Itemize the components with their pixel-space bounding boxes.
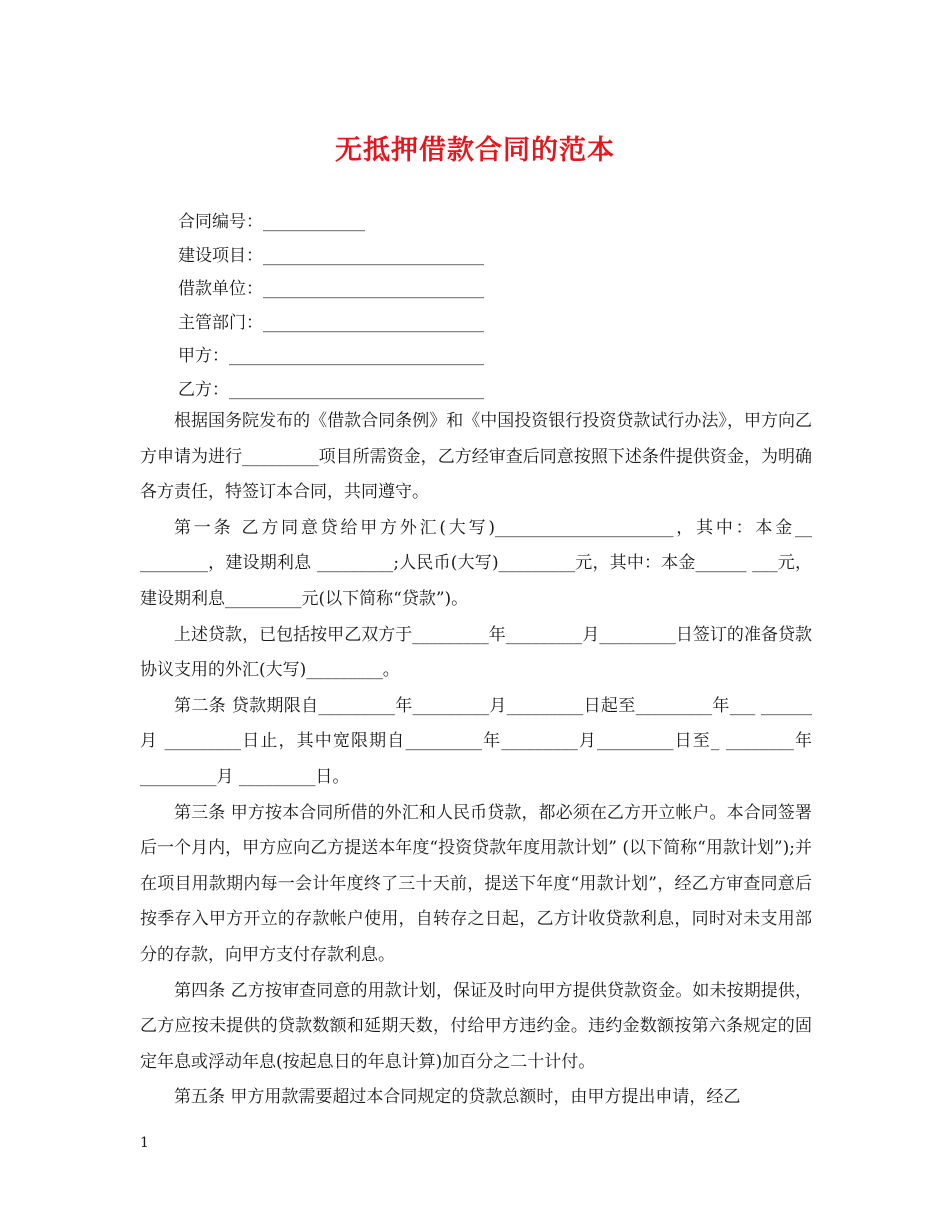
intro-paragraph: 根据国务院发布的《借款合同条例》和《中国投资银行投资贷款试行办法》，甲方向乙方申请为进行_________项目所需资金，乙方经审查后同意按照下述条件提供资金，为明确各方责任，特签订本合同，共同遵守。 xyxy=(140,411,812,503)
article-3-paragraph: 第三条 甲方按本合同所借的外汇和人民币贷款，都必须在乙方开立帐户。本合同签署后一个月内，甲方应向乙方提送本年度“投资贷款年度用款计划” (以下简称“用款计划”);并在项目用款期内每一会计年度终了三十天前，提送下年度“用款计划”，经乙方审查同意后按季存入甲方开立的存款帐户使用，自转存之日起，乙方计收贷款利息，同时对未支用部分的存款，向甲方支付存款利息。 xyxy=(140,802,812,965)
article-1-paragraph: 第一条 乙方同意贷给甲方外汇(大写)_____________________，其中：本金__ ________，建设期利息 _________;人民币(大写)_________元，其中：本金______ ___元，建设期利息_________元(以下简称“贷款”)。 xyxy=(140,517,812,609)
page-number: 1 xyxy=(140,1135,149,1151)
party-a-field: 甲方：______________________________ xyxy=(178,346,484,366)
party-b-field: 乙方：______________________________ xyxy=(178,379,484,400)
article-5-paragraph: 第五条 甲方用款需要超过本合同规定的贷款总额时，由甲方提出申请，经乙 xyxy=(174,1087,741,1108)
document-title: 无抵押借款合同的范本 xyxy=(335,135,615,166)
loan-note-paragraph: 上述贷款，已包括按甲乙双方于_________年_________月_________日签订的准备贷款协议支用的外汇(大写)_________。 xyxy=(140,624,812,681)
article-2-paragraph: 第二条 贷款期限自_________年_________月_________日起至_________年___ ______月 _________日止，其中宽限期自_________年_________月_________日至_ ________年_________月 _________日。 xyxy=(140,695,812,787)
contract-body xyxy=(140,404,812,1116)
article-4-paragraph: 第四条 乙方按审查同意的用款计划，保证及时向甲方提供贷款资金。如未按期提供，乙方应按未提供的贷款数额和延期天数，付给甲方违约金。违约金数额按第六条规定的固定年息或浮动年息(按起息日的年息计算)加百分之二十计付。 xyxy=(140,980,812,1072)
contract-header-fields xyxy=(178,206,778,407)
borrower-field: 借款单位：__________________________ xyxy=(178,279,484,299)
department-field: 主管部门：__________________________ xyxy=(178,312,484,333)
contract-number-field: 合同编号：____________ xyxy=(178,212,365,232)
project-field: 建设项目：__________________________ xyxy=(178,245,484,266)
